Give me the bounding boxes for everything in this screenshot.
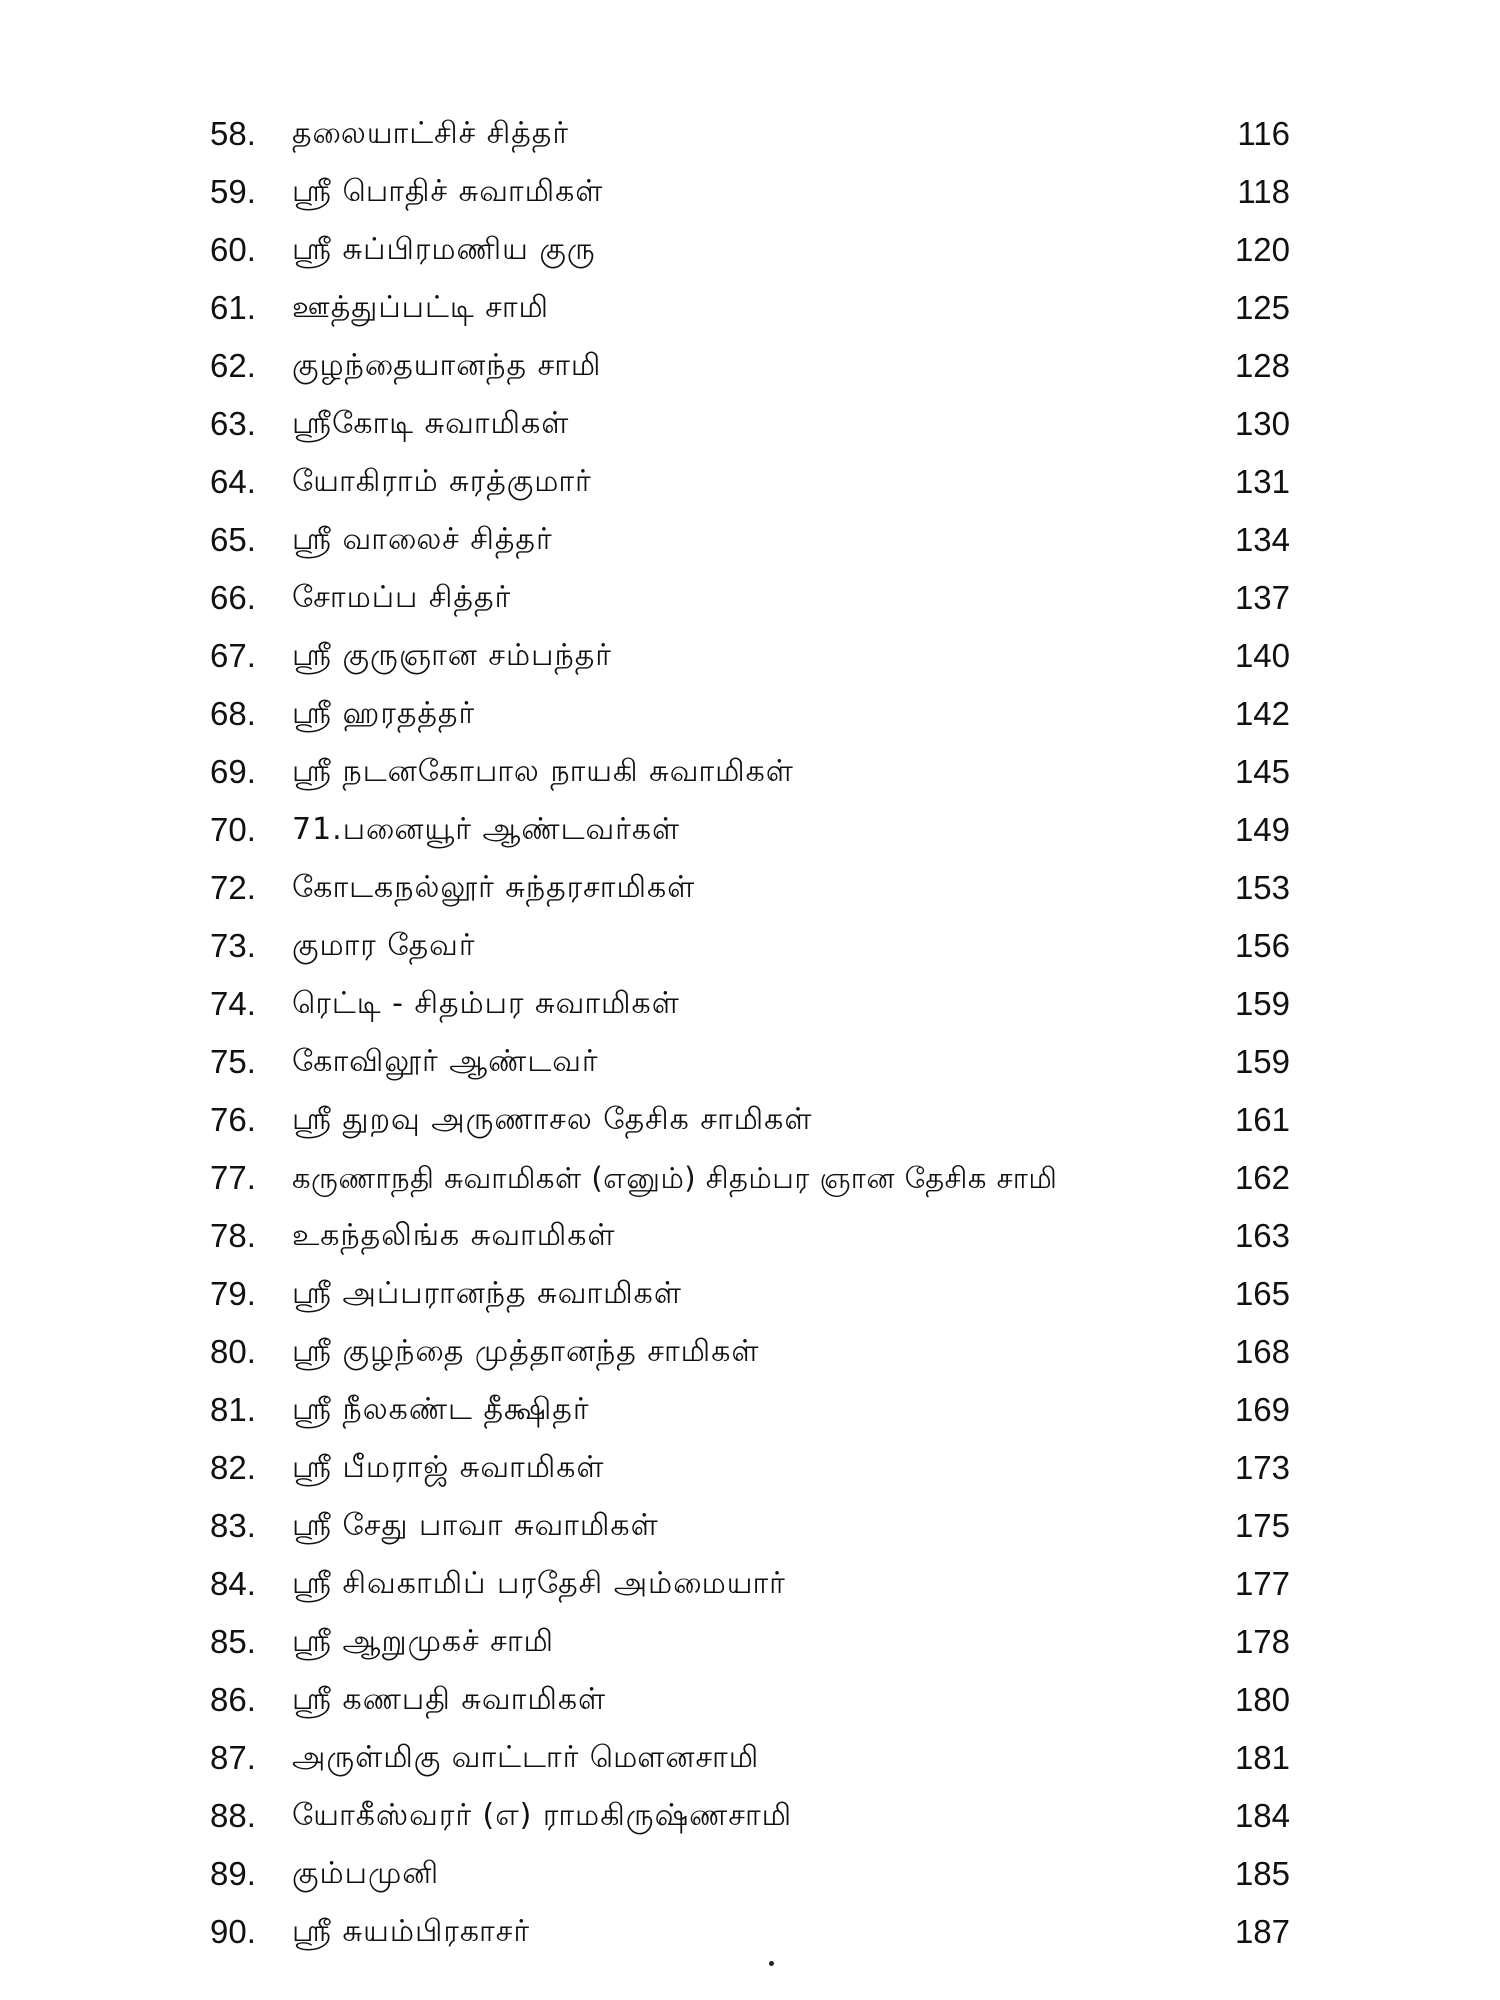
ink-dot (769, 1961, 774, 1966)
toc-entry (210, 627, 1290, 685)
entry-page-number: 118 (1237, 173, 1290, 210)
entry-number: 87. (210, 1739, 256, 1776)
entry-number: 82. (210, 1449, 256, 1486)
toc-entry (210, 395, 1290, 453)
entry-page-number: 181 (1234, 1739, 1290, 1776)
entry-number: 88. (210, 1797, 256, 1834)
toc-entry (210, 743, 1290, 801)
entry-title: 71.பனையூர் ஆண்டவர்கள் (292, 812, 681, 847)
entry-number: 78. (210, 1217, 256, 1254)
entry-title: அருள்மிகு வாட்டார் மௌனசாமி (292, 1740, 760, 1775)
entry-title: ஸ்ரீ சேது பாவா சுவாமிகள் (292, 1508, 659, 1543)
entry-page-number: 187 (1234, 1913, 1290, 1950)
entry-number: 62. (210, 347, 256, 384)
toc-entry (210, 1439, 1290, 1497)
entry-number: 90. (210, 1913, 256, 1950)
entry-title: ஸ்ரீ கணபதி சுவாமிகள் (292, 1682, 607, 1717)
entry-page-number: 162 (1234, 1159, 1290, 1196)
entry-page-number: 156 (1234, 927, 1290, 964)
entry-page-number: 116 (1237, 115, 1290, 152)
entry-page-number: 137 (1234, 579, 1290, 616)
entry-number: 58. (210, 115, 256, 152)
toc-entry (210, 1903, 1290, 1961)
entry-number: 77. (210, 1159, 256, 1196)
toc-entry (210, 221, 1290, 279)
entry-page-number: 175 (1234, 1507, 1290, 1544)
toc-entry (210, 453, 1290, 511)
entry-title: ஸ்ரீ சுப்பிரமணிய குரு (292, 232, 596, 267)
entry-number: 67. (210, 637, 256, 674)
entry-number: 83. (210, 1507, 256, 1544)
toc-entry (210, 975, 1290, 1033)
entry-title: உகந்தலிங்க சுவாமிகள் (292, 1218, 616, 1253)
entry-page-number: 180 (1234, 1681, 1290, 1718)
entry-number: 70. (210, 811, 256, 848)
toc-entry (210, 685, 1290, 743)
entry-page-number: 131 (1234, 463, 1290, 500)
entry-page-number: 130 (1234, 405, 1290, 442)
toc-entry (210, 569, 1290, 627)
entry-page-number: 169 (1234, 1391, 1290, 1428)
entry-number: 65. (210, 521, 256, 558)
entry-title: ரெட்டி - சிதம்பர சுவாமிகள் (292, 986, 680, 1021)
entry-number: 60. (210, 231, 256, 268)
entry-title: ஸ்ரீ குழந்தை முத்தானந்த சாமிகள் (292, 1334, 760, 1369)
entry-title: ஸ்ரீ அப்பரானந்த சுவாமிகள் (292, 1276, 682, 1311)
entry-page-number: 173 (1234, 1449, 1290, 1486)
toc-entry (210, 917, 1290, 975)
entry-title: யோகீஸ்வரர் (எ) ராமகிருஷ்ணசாமி (292, 1798, 793, 1833)
entry-number: 72. (210, 869, 256, 906)
entry-number: 68. (210, 695, 256, 732)
entry-number: 81. (210, 1391, 256, 1428)
entry-number: 76. (210, 1101, 256, 1138)
toc-entry (210, 511, 1290, 569)
entry-title: தலையாட்சிச் சித்தர் (292, 116, 570, 151)
toc-entry (210, 1555, 1290, 1613)
entry-page-number: 177 (1234, 1565, 1290, 1602)
entry-title: சோமப்ப சித்தர் (292, 580, 512, 615)
entry-title: ஸ்ரீ சிவகாமிப் பரதேசி அம்மையார் (292, 1566, 786, 1601)
entry-title: ஸ்ரீகோடி சுவாமிகள் (292, 406, 570, 441)
toc-entry (210, 1787, 1290, 1845)
entry-page-number: 134 (1234, 521, 1290, 558)
entry-title: குமார தேவர் (292, 928, 476, 963)
toc-entry (210, 801, 1290, 859)
entry-page-number: 145 (1234, 753, 1290, 790)
entry-number: 74. (210, 985, 256, 1022)
table-of-contents (210, 105, 1290, 1961)
toc-entry (210, 1845, 1290, 1903)
entry-page-number: 159 (1234, 1043, 1290, 1080)
toc-entry (210, 105, 1290, 163)
entry-title: ஸ்ரீ துறவு அருணாசல தேசிக சாமிகள் (292, 1102, 813, 1137)
toc-entry (210, 1265, 1290, 1323)
entry-title: ஸ்ரீ நீலகண்ட தீக்ஷிதர் (292, 1392, 590, 1427)
entry-page-number: 159 (1234, 985, 1290, 1022)
entry-title: கும்பமுனி (292, 1856, 440, 1891)
entry-number: 59. (210, 173, 256, 210)
entry-number: 61. (210, 289, 256, 326)
entry-title: ஸ்ரீ பொதிச் சுவாமிகள் (292, 174, 604, 209)
entry-page-number: 178 (1234, 1623, 1290, 1660)
toc-entry (210, 337, 1290, 395)
entry-number: 79. (210, 1275, 256, 1312)
entry-page-number: 120 (1234, 231, 1290, 268)
entry-page-number: 140 (1234, 637, 1290, 674)
toc-entry (210, 1671, 1290, 1729)
entry-number: 66. (210, 579, 256, 616)
entry-number: 86. (210, 1681, 256, 1718)
entry-number: 80. (210, 1333, 256, 1370)
entry-page-number: 165 (1234, 1275, 1290, 1312)
entry-page-number: 142 (1234, 695, 1290, 732)
entry-title: குழந்தையானந்த சாமி (292, 348, 602, 383)
entry-page-number: 149 (1234, 811, 1290, 848)
toc-entry (210, 1381, 1290, 1439)
entry-number: 89. (210, 1855, 256, 1892)
toc-entry (210, 1207, 1290, 1265)
entry-title: ஸ்ரீ வாலைச் சித்தர் (292, 522, 553, 557)
entry-page-number: 163 (1234, 1217, 1290, 1254)
entry-title: ஸ்ரீ குருஞான சம்பந்தர் (292, 638, 612, 673)
toc-entry (210, 1729, 1290, 1787)
toc-entry (210, 1613, 1290, 1671)
entry-title: ஸ்ரீ நடனகோபால நாயகி சுவாமிகள் (292, 754, 794, 789)
entry-title: ஸ்ரீ பீமராஜ் சுவாமிகள் (292, 1450, 605, 1485)
entry-page-number: 168 (1234, 1333, 1290, 1370)
entry-title: ஸ்ரீ சுயம்பிரகாசர் (292, 1914, 531, 1949)
entry-page-number: 185 (1234, 1855, 1290, 1892)
entry-page-number: 184 (1234, 1797, 1290, 1834)
entry-number: 84. (210, 1565, 256, 1602)
toc-entry (210, 279, 1290, 337)
entry-title: யோகிராம் சுரத்குமார் (292, 464, 592, 499)
entry-page-number: 153 (1234, 869, 1290, 906)
entry-title: கருணாநதி சுவாமிகள் (எனும்) சிதம்பர ஞான தேசிக சாமி (292, 1161, 1058, 1195)
entry-page-number: 161 (1234, 1101, 1290, 1138)
toc-entry (210, 859, 1290, 917)
entry-page-number: 125 (1234, 289, 1290, 326)
entry-number: 75. (210, 1043, 256, 1080)
entry-title: ஸ்ரீ ஆறுமுகச் சாமி (292, 1624, 555, 1659)
toc-entry (210, 1323, 1290, 1381)
entry-title: ஸ்ரீ ஹரதத்தர் (292, 696, 476, 731)
entry-title: கோவிலூர் ஆண்டவர் (292, 1044, 599, 1079)
entry-title: ஊத்துப்பட்டி சாமி (292, 290, 550, 325)
entry-number: 64. (210, 463, 256, 500)
entry-number: 85. (210, 1623, 256, 1660)
entry-page-number: 128 (1234, 347, 1290, 384)
entry-number: 69. (210, 753, 256, 790)
toc-entry (210, 1091, 1290, 1149)
entry-number: 63. (210, 405, 256, 442)
toc-entry (210, 1149, 1290, 1207)
toc-entry (210, 1497, 1290, 1555)
entry-title: கோடகநல்லூர் சுந்தரசாமிகள் (292, 870, 696, 905)
toc-entry (210, 1033, 1290, 1091)
toc-entry (210, 163, 1290, 221)
entry-number: 73. (210, 927, 256, 964)
